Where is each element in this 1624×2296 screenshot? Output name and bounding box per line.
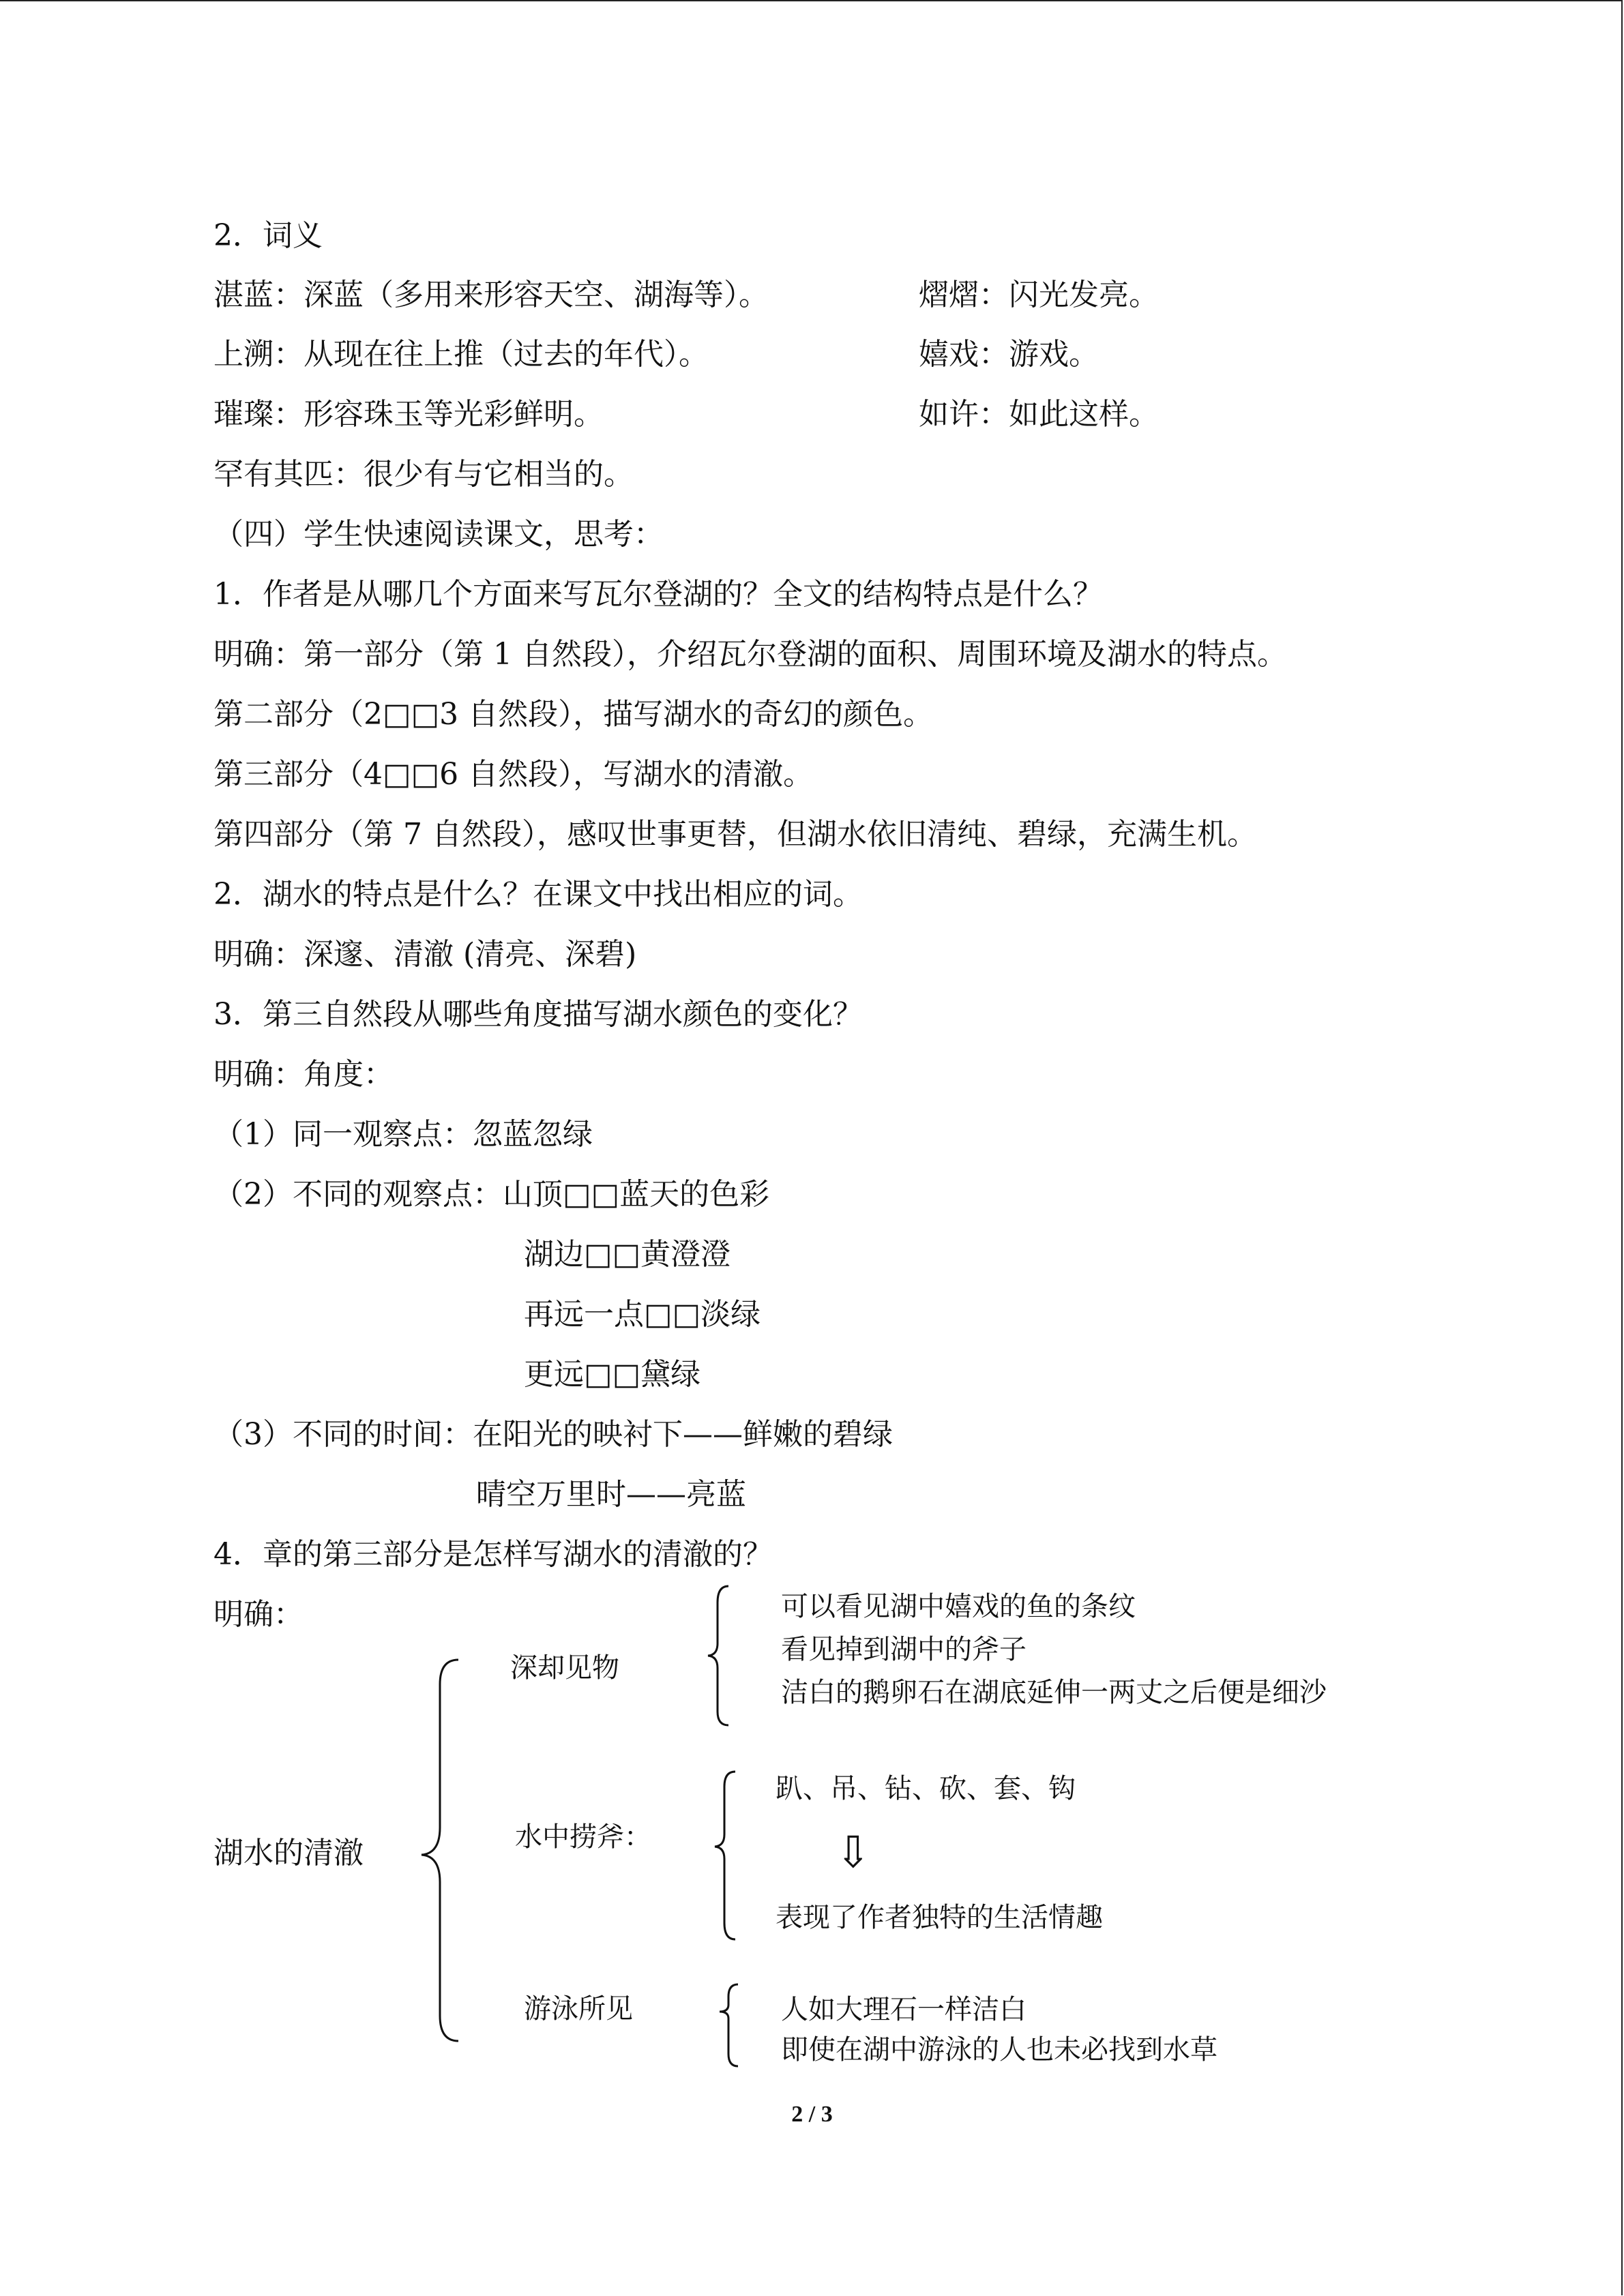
answer-3-label: 明确：角度： [213,1057,394,1092]
question-3: 3．第三自然段从哪些角度描写湖水颜色的变化？ [213,997,863,1032]
answer-3-item3-clear-sky: 晴空万里时——亮蓝 [476,1477,746,1512]
branch3-item2: 即使在湖中游泳的人也未必找到水草 [781,2034,1217,2066]
diagram-root: 湖水的清澈 [213,1836,364,1870]
branch2-item1: 趴、吊、钻、砍、套、钩 [776,1773,1076,1804]
definition-yiyi: 熠熠：闪光发亮。 [919,278,1159,312]
branch1-item3: 洁白的鹅卵石在湖底延伸一两丈之后便是细沙 [781,1677,1327,1708]
question-2: 2．湖水的特点是什么？在课文中找出相应的词。 [213,877,863,912]
root-brace [422,1660,458,2041]
answer-1-part1: 明确：第一部分（第 1 自然段），介绍瓦尔登湖的面积、周围环境及湖水的特点。 [213,637,1287,672]
branch3-brace [720,1984,738,2066]
page-number: 2 / 3 [791,2102,833,2127]
branch3-item1: 人如大理石一样洁白 [781,1994,1027,2025]
answer-3-item1: （1）同一观察点：忽蓝忽绿 [213,1117,593,1152]
branch-label-deep-visible: 深却见物 [510,1652,619,1684]
definition-shangsu: 上溯：从现在往上推（过去的年代）。 [213,337,709,372]
definition-cuican: 璀璨：形容珠玉等光彩鲜明。 [213,397,604,432]
answer-1-part2: 第二部分（2□□3 自然段），描写湖水的奇幻的颜色。 [213,697,934,732]
answer-1-part3: 第三部分（4□□6 自然段），写湖水的清澈。 [213,757,814,792]
definition-xixi: 嬉戏：游戏。 [919,337,1099,372]
branch1-item2: 看见掉到湖中的斧子 [781,1634,1027,1665]
answer-1-part4: 第四部分（第 7 自然段），感叹世事更替，但湖水依旧清纯、碧绿，充满生机。 [213,817,1257,852]
section-four-heading: （四）学生快速阅读课文，思考： [213,517,664,552]
question-1: 1．作者是从哪几个方面来写瓦尔登湖的？全文的结构特点是什么？ [213,577,1103,612]
heading-word-meaning: 2．词义 [213,218,323,253]
definition-ruxu: 如许：如此这样。 [919,397,1159,432]
answer-3-item2-lakeside: 湖边□□黄澄澄 [524,1237,731,1272]
answer-4-label: 明确： [213,1597,304,1632]
branch-label-axe: 水中捞斧： [515,1821,651,1853]
answer-3-item2-farthest: 更远□□黛绿 [524,1357,701,1392]
branch2-brace [715,1772,735,1939]
definition-zhanlan: 湛蓝：深蓝（多用来形容天空、湖海等）。 [213,278,769,312]
branch1-item1: 可以看见湖中嬉戏的鱼的条纹 [781,1591,1136,1622]
branch2-item2: 表现了作者独特的生活情趣 [776,1902,1103,1933]
answer-3-item2-farther: 再远一点□□淡绿 [524,1297,761,1332]
answer-2: 明确：深邃、清澈 (清亮、深碧) [213,937,637,972]
branch-label-swim: 游泳所见 [524,1993,633,2025]
answer-3-item2: （2）不同的观察点：山顶□□蓝天的色彩 [213,1177,770,1212]
down-arrow-icon: ⇩ [835,1828,872,1878]
definition-hanyouqipi: 罕有其匹：很少有与它相当的。 [213,457,634,492]
branch1-brace [708,1586,728,1725]
question-4: 4．章的第三部分是怎样写湖水的清澈的？ [213,1537,773,1572]
answer-3-item3: （3）不同的时间：在阳光的映衬下——鲜嫩的碧绿 [213,1417,893,1452]
